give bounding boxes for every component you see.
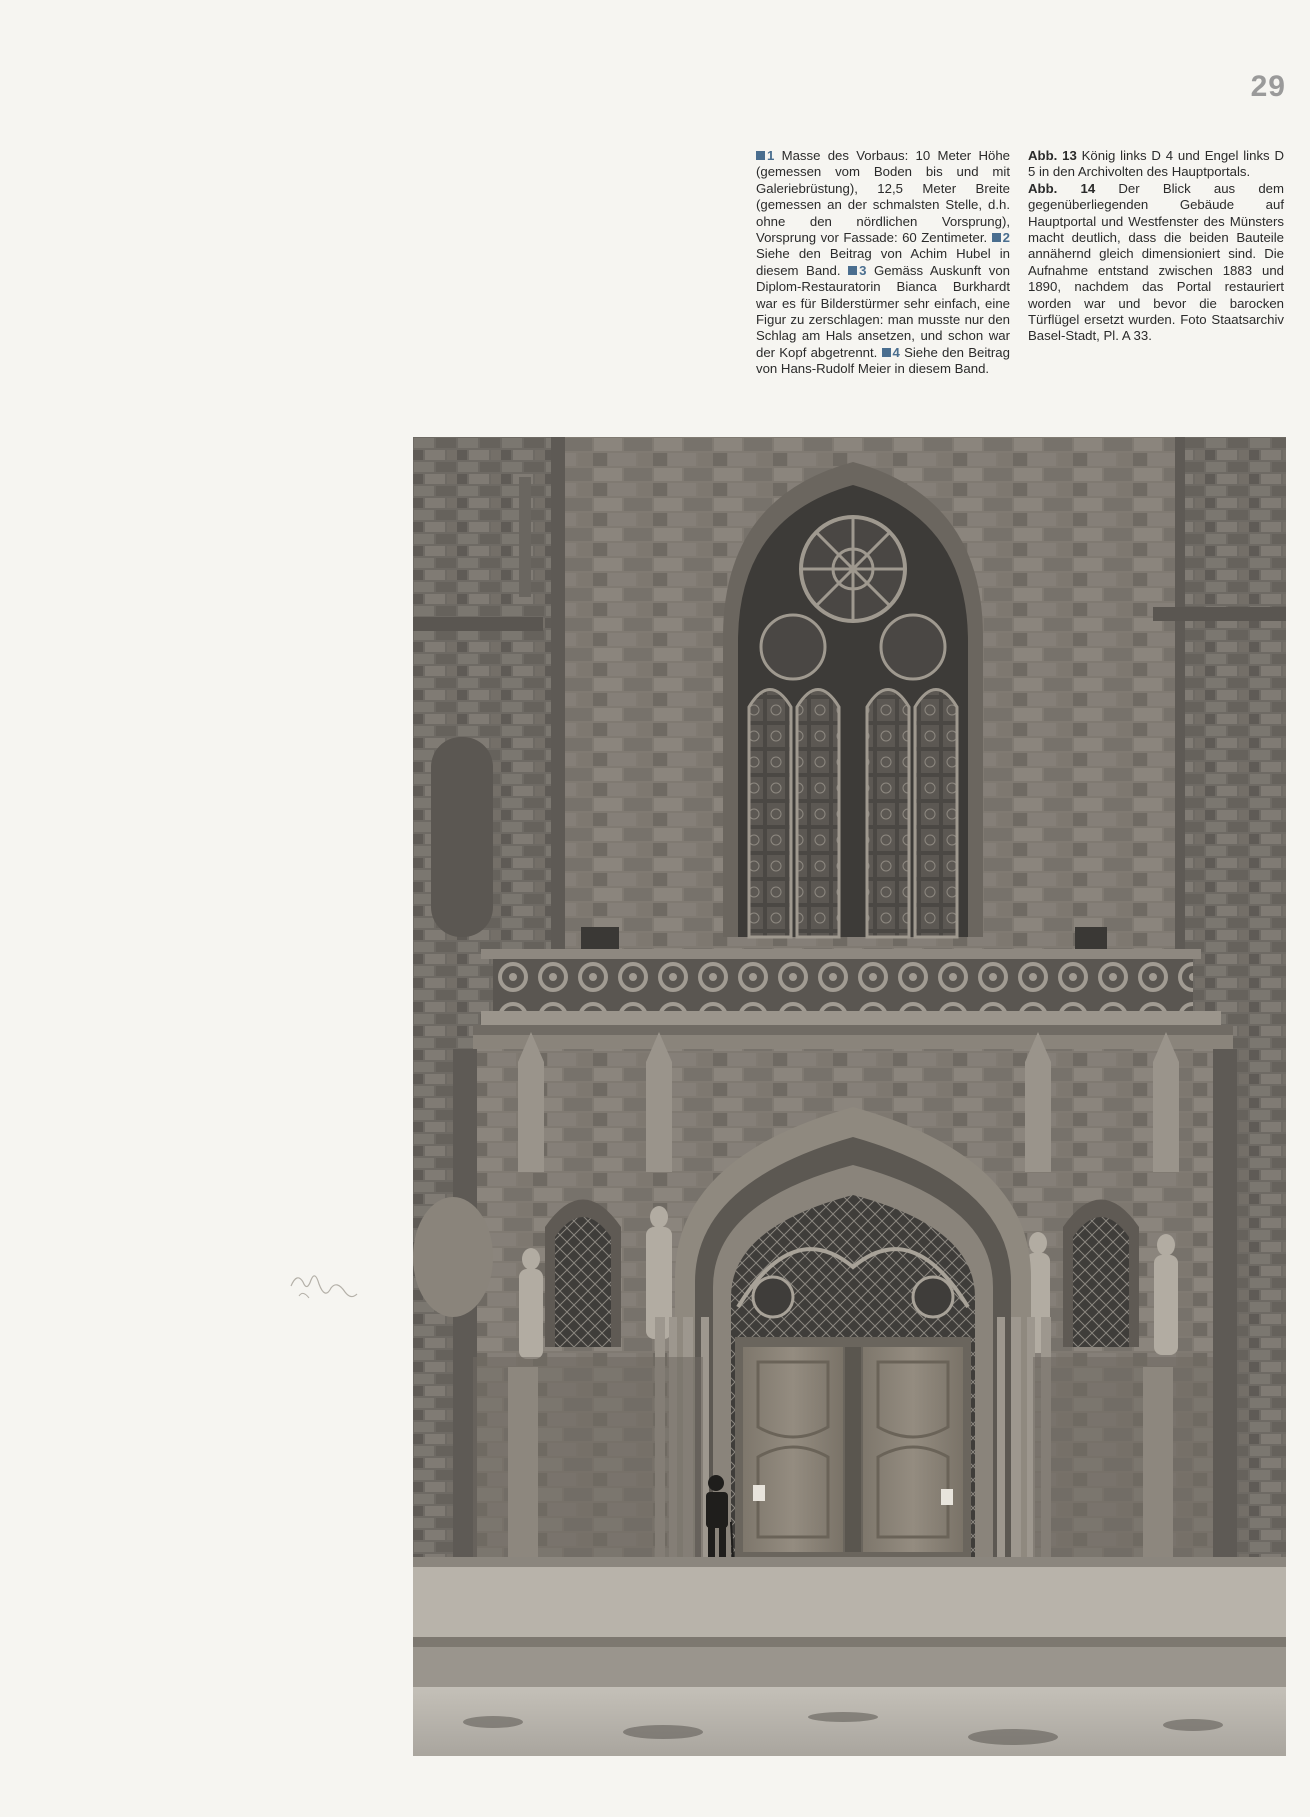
caption-label: Abb. 14 [1028,180,1096,196]
footnote-number: 4 [892,344,900,360]
caption-label: Abb. 13 [1028,148,1077,163]
footnotes-column [756,148,1010,378]
footnote-text: Siehe den Beitrag von Achim Hubel in diesem Band. [756,246,1010,278]
footnote-text: Siehe den Beitrag von Hans-Rudolf Meier in diesem Band. [756,344,1010,377]
footnote-number: 3 [859,262,867,278]
caption-abb-13 [1028,148,1284,181]
caption-text: Der Blick aus dem gegenüberliegenden Gebäude auf Hauptportal und Westfenster des Münsters macht deutlich, dass die beiden Bauteile annähernd gleich dimensioniert sind. Die Aufnahme entstand zwischen 1883 und 1890, nachdem das Portal restauriert worden war und bevor die barocken Türflügel ersetzt wurden. Foto Staatsarchiv Basel-Stadt, Pl. A 33. [1028,180,1284,344]
caption-text: König links D 4 und Engel links D 5 in den Archivolten des Hauptportals. [1028,148,1284,180]
pencil-scribble-mark [285,1262,365,1312]
captions-column [1028,148,1284,345]
cathedral-portal-photo [413,437,1286,1756]
footnote-number: 2 [1002,230,1010,246]
footnote-text: Masse des Vorbaus: 10 Meter Höhe (gemessen vom Boden bis und mit Galeriebrüstung), 12,5 Meter Breite (gemessen an der schmalsten Stelle, d.h. ohne den nördlichen Vorsprung), Vorsprung vor Fassade: 60 Zentimeter. [756,148,1010,246]
page-number: 29 [1250,70,1286,103]
footnote-marker-icon [756,151,765,160]
footnote-marker-icon [848,266,857,275]
footnote-number: 1 [767,148,775,163]
photo-illustration [413,437,1286,1756]
footnote-marker-icon [992,233,1001,242]
caption-abb-14 [1028,181,1284,345]
footnote-text: Gemäss Auskunft von Diplom-Restauratorin Bianca Burkhardt war es für Bilderstürmer sehr einfach, eine Figur zu zerschlagen: man musste nur den Schlag am Hals ansetzen, und schon war der Kopf abgetrennt. [756,262,1010,360]
footnote-1 [756,148,1010,245]
footnote-marker-icon [882,348,891,357]
